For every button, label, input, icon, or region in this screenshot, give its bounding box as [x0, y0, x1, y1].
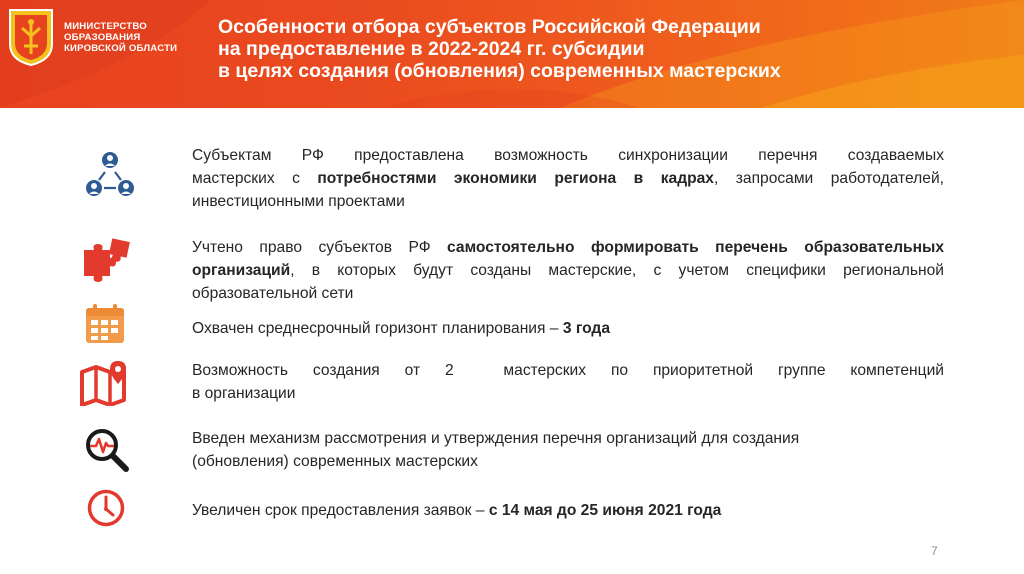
calendar-icon [84, 303, 126, 345]
page-number: 7 [931, 544, 938, 558]
list-item [192, 427, 944, 473]
item-text: , запросами работодателей, [713, 170, 944, 187]
item-text-bold: организаций [192, 262, 291, 279]
item-text: Учтено право субъектов РФ [192, 239, 448, 256]
coat-of-arms-icon [8, 8, 54, 66]
item-text-bold: самостоятельно формировать перечень образовательных [447, 239, 944, 256]
item-text: в организации [192, 385, 296, 402]
item-text: мастерских с [192, 170, 318, 187]
item-text: , в которых будут созданы мастерские, с учетом специфики региональной [290, 262, 944, 279]
item-text: (обновления) современных мастерских [192, 453, 478, 470]
item-text: Возможность создания от 2 мастерских по приоритетной группе компетенций [192, 362, 944, 379]
header-banner [0, 0, 1024, 108]
map-pin-icon [78, 360, 134, 406]
item-text-bold: 3 года [562, 320, 610, 337]
item-text: Увеличен срок предоставления заявок – [192, 502, 489, 519]
page-title: Особенности отбора субъектов Российской Федерации на предоставление в 2022-2024 гг. субсидии в целях создания (обновления) современных мастерских [218, 16, 781, 82]
item-text-bold: потребностями экономики региона в кадрах [317, 170, 714, 187]
item-text: Охвачен среднесрочный горизонт планирования – [192, 320, 563, 337]
item-text: Введен механизм рассмотрения и утверждения перечня организаций для создания [192, 430, 800, 447]
list-item [192, 317, 944, 340]
magnifier-pulse-icon [84, 427, 130, 473]
list-item [192, 144, 944, 213]
item-text-bold: с 14 мая до 25 июня 2021 года [488, 502, 722, 519]
people-network-icon [86, 150, 134, 198]
puzzle-icon [80, 236, 132, 288]
item-text: Субъектам РФ предоставлена возможность синхронизации перечня создаваемых [192, 147, 944, 164]
ministry-name: МИНИСТЕРСТВО ОБРАЗОВАНИЯ КИРОВСКОЙ ОБЛАСТИ [64, 21, 178, 54]
clock-icon [86, 488, 126, 528]
item-text: инвестиционными проектами [192, 193, 405, 210]
list-item [192, 359, 944, 405]
list-item [192, 499, 944, 522]
item-text: образовательной сети [192, 285, 354, 302]
list-item [192, 236, 944, 305]
